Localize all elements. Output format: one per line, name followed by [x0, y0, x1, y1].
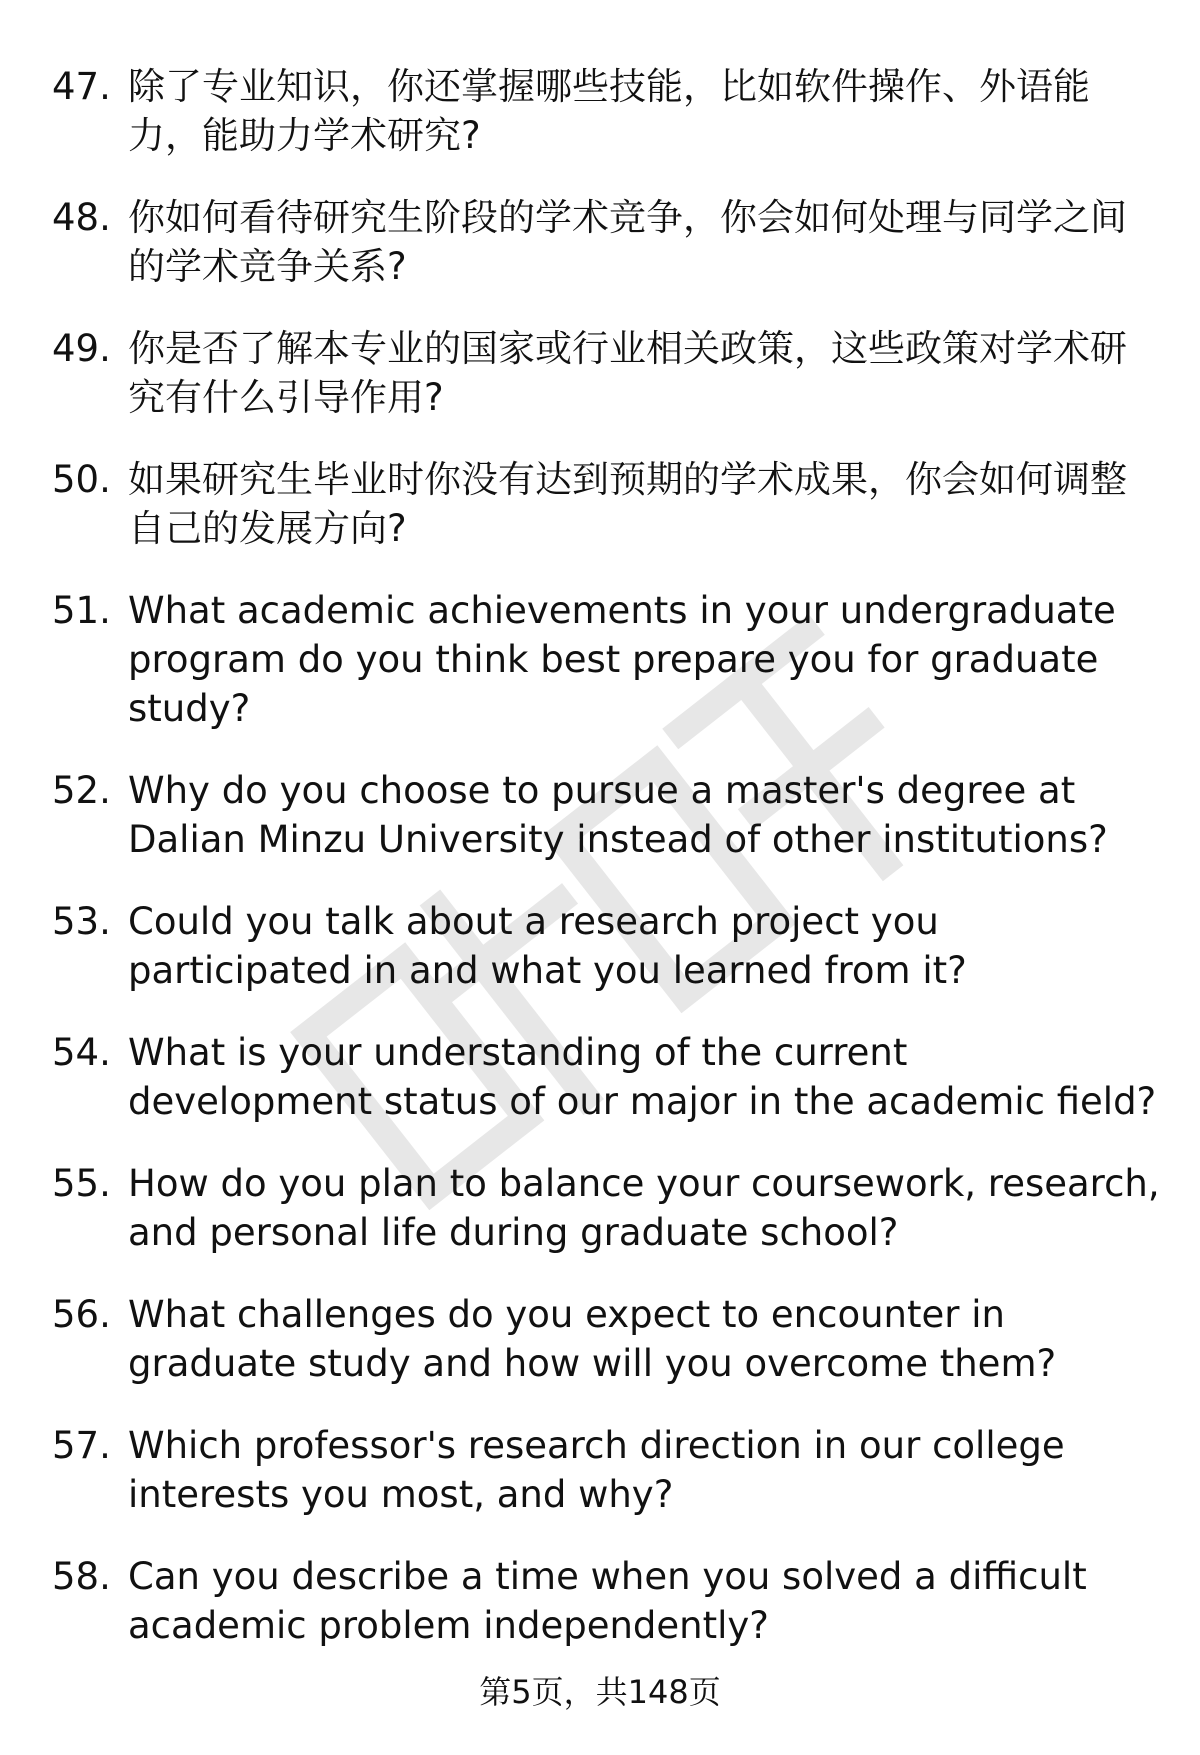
- question-item: [0, 324, 1200, 422]
- question-number: 49.: [52, 327, 111, 370]
- question-text: Could you talk about a research project you participated in and what you learned from it?: [128, 900, 967, 992]
- question-text: What academic achievements in your undergraduate program do you think best prepare you for graduate study?: [128, 589, 1116, 730]
- question-number: 55.: [52, 1162, 111, 1205]
- question-number: 56.: [52, 1293, 111, 1336]
- question-item: [0, 193, 1200, 291]
- page-footer: [0, 1672, 1200, 1712]
- page-number-label: 第5页，共148页: [479, 1673, 721, 1711]
- question-number: 51.: [52, 589, 111, 632]
- question-item: [0, 897, 1200, 995]
- question-text: What is your understanding of the current development status of our major in the academic field?: [128, 1031, 1157, 1123]
- question-number: 57.: [52, 1424, 111, 1467]
- question-text: What challenges do you expect to encounter in graduate study and how will you overcome them?: [128, 1293, 1057, 1385]
- question-number: 47.: [52, 65, 111, 108]
- question-text: 如果研究生毕业时你没有达到预期的学术成果，你会如何调整自己的发展方向?: [128, 458, 1127, 550]
- question-text: 除了专业知识，你还掌握哪些技能，比如软件操作、外语能力，能助力学术研究?: [128, 65, 1090, 157]
- question-text: Can you describe a time when you solved a difficult academic problem independently?: [128, 1555, 1087, 1647]
- question-item: [0, 1028, 1200, 1126]
- question-number: 48.: [52, 196, 111, 239]
- question-list: [0, 62, 1200, 1650]
- question-number: 52.: [52, 769, 111, 812]
- question-item: [0, 1552, 1200, 1650]
- question-text: 你是否了解本专业的国家或行业相关政策，这些政策对学术研究有什么引导作用?: [128, 327, 1127, 419]
- question-number: 50.: [52, 458, 111, 501]
- question-text: Why do you choose to pursue a master's degree at Dalian Minzu University instead of other institutions?: [128, 769, 1108, 861]
- question-item: [0, 1159, 1200, 1257]
- question-text: Which professor's research direction in our college interests you most, and why?: [128, 1424, 1065, 1516]
- question-number: 53.: [52, 900, 111, 943]
- question-text: How do you plan to balance your coursework, research, and personal life during graduate school?: [128, 1162, 1160, 1254]
- question-number: 58.: [52, 1555, 111, 1598]
- question-number: 54.: [52, 1031, 111, 1074]
- question-item: [0, 455, 1200, 553]
- question-item: [0, 1290, 1200, 1388]
- question-item: [0, 62, 1200, 160]
- question-text: 你如何看待研究生阶段的学术竞争，你会如何处理与同学之间的学术竞争关系?: [128, 196, 1127, 288]
- question-item: [0, 586, 1200, 733]
- question-item: [0, 1421, 1200, 1519]
- question-item: [0, 766, 1200, 864]
